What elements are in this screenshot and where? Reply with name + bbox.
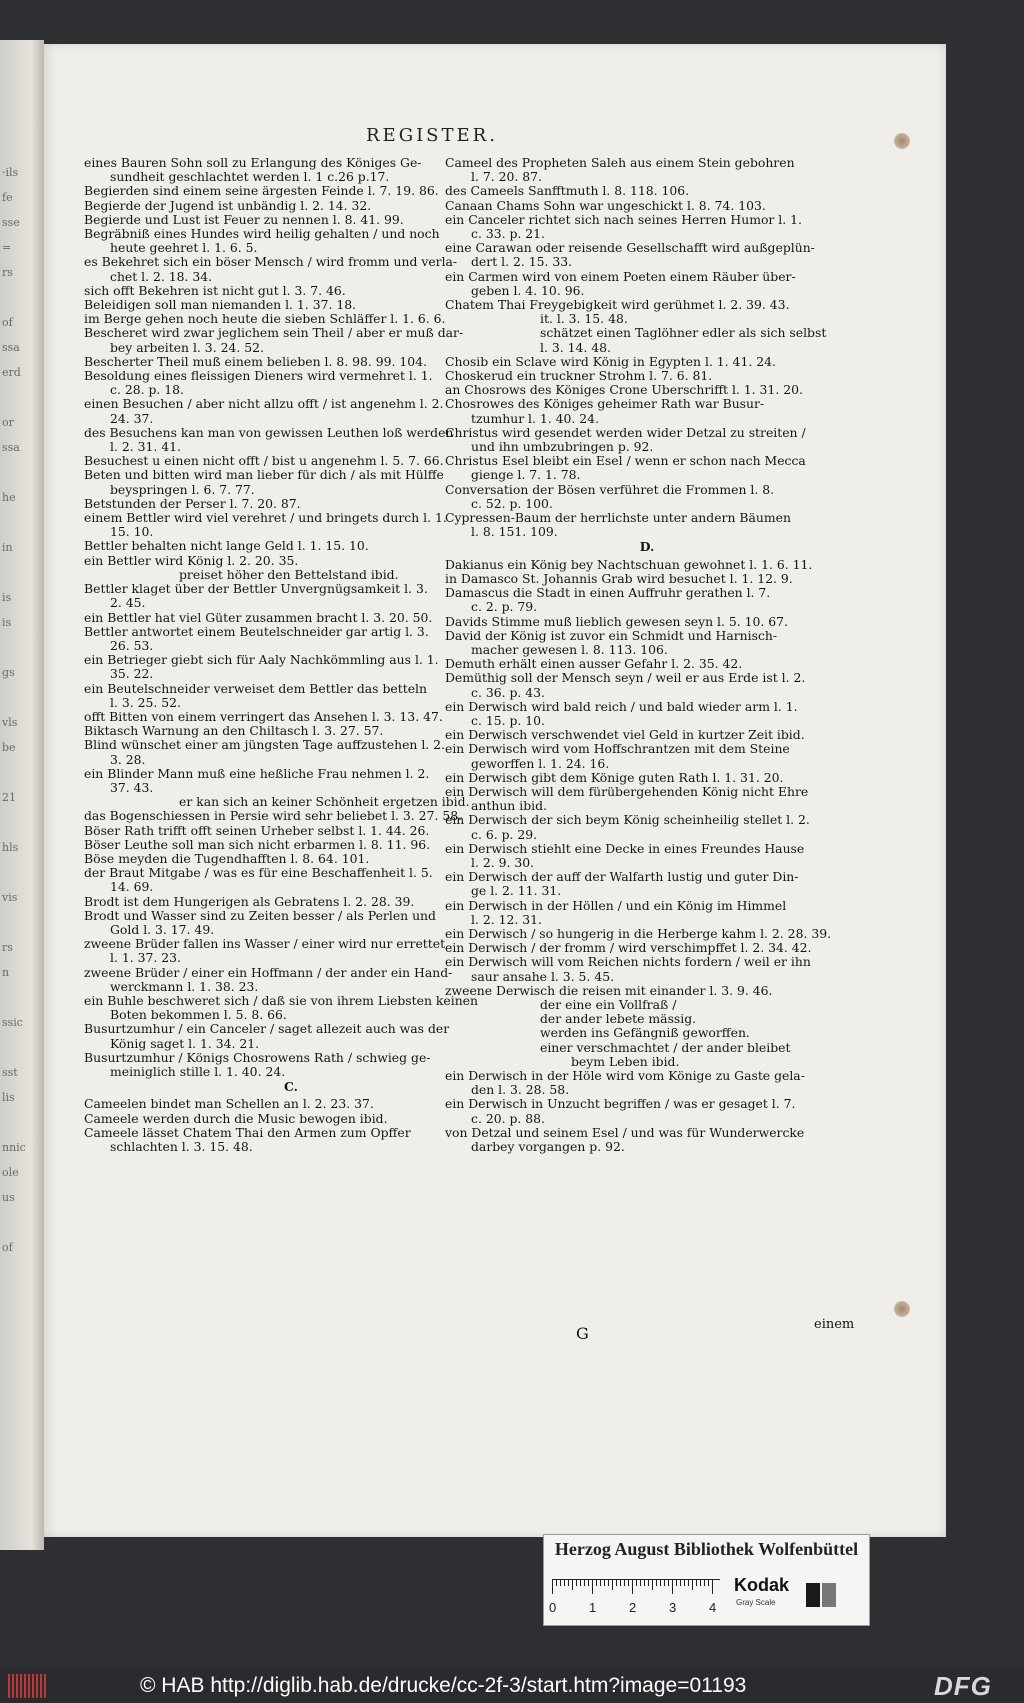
color-target-card	[543, 1534, 870, 1626]
index-entry: ein Derwisch / der fromm / wird verschimpffet l. 2. 34. 42.	[445, 940, 812, 956]
index-entry: c. 36. p. 43.	[471, 684, 545, 700]
kodak-subtitle: Gray Scale	[736, 1598, 776, 1607]
gray-swatch-black	[806, 1583, 820, 1607]
index-entry: Demüthig soll der Mensch seyn / weil er aus Erde ist l. 2.	[445, 670, 806, 686]
index-entry: it. l. 3. 15. 48.	[540, 311, 628, 327]
index-entry: den l. 3. 28. 58.	[471, 1082, 570, 1098]
index-entry: Cypressen-Baum der herrlichste unter andern Bäumen	[445, 510, 791, 526]
ruler-tick	[704, 1580, 705, 1586]
index-entry: des Besuchens kan man von gewissen Leuthen loß werden	[84, 424, 454, 440]
left-page-edge	[0, 40, 44, 1550]
index-entry: dert l. 2. 15. 33.	[471, 254, 573, 270]
index-entry: Beleidigen soll man niemanden l. 1. 37. 18.	[84, 297, 357, 313]
index-entry: Davids Stimme muß lieblich gewesen seyn l. 5. 10. 67.	[445, 613, 789, 629]
index-entry: 2. 45.	[110, 595, 146, 611]
ruler-number: 4	[709, 1600, 717, 1615]
ruler-tick	[700, 1580, 701, 1586]
ruler-tick	[676, 1580, 677, 1586]
index-entry: ein Derwisch gibt dem Könige guten Rath l. 1. 31. 20.	[445, 769, 784, 785]
ruler-tick	[636, 1580, 637, 1586]
index-entry: l. 2. 31. 41.	[110, 439, 181, 455]
signature-mark: G	[576, 1324, 589, 1343]
index-entry: das Bogenschiessen in Persie wird sehr beliebet l. 3. 27. 58.	[84, 808, 463, 824]
index-entry: Damascus die Stadt in einen Auffruhr gerathen l. 7.	[445, 585, 771, 601]
index-entry: zweene Brüder / einer ein Hoffmann / der ander ein Hand-	[84, 964, 453, 980]
ruler-tick	[708, 1580, 709, 1586]
index-entry: ein Carmen wird von einem Poeten einem Räuber über-	[445, 268, 796, 284]
ruler-tick	[680, 1580, 681, 1586]
index-entry: eines Bauren Sohn soll zu Erlangung des Königes Ge-	[84, 155, 422, 170]
ruler-tick	[596, 1580, 597, 1586]
index-entry: ein Derwisch wird bald reich / und bald wieder arm l. 1.	[445, 698, 798, 714]
gray-swatch-mid	[822, 1583, 836, 1607]
index-entry: Betstunden der Perser l. 7. 20. 87.	[84, 495, 301, 511]
index-entry: 26. 53.	[110, 637, 154, 653]
index-entry: c. 33. p. 21.	[471, 226, 545, 242]
index-entry: ein Derwisch verschwendet viel Geld in kurtzer Zeit ibid.	[445, 727, 805, 743]
index-entry: Böse meyden die Tugendhafften l. 8. 64. 101.	[84, 850, 370, 866]
ruler-tick	[644, 1580, 645, 1586]
ruler-number: 3	[669, 1600, 677, 1615]
index-entry: Blind wünschet einer am jüngsten Tage auffzustehen l. 2.	[84, 737, 445, 753]
ruler-tick	[592, 1580, 593, 1594]
index-entry: macher gewesen l. 8. 113. 106.	[471, 641, 668, 657]
index-entry: ein Derwisch in der Höle wird vom Könige zu Gaste gela-	[445, 1068, 805, 1083]
index-entry: schätzet einen Taglöhner edler als sich selbst	[540, 325, 827, 341]
index-entry: sich offt Bekehren ist nicht gut l. 3. 7. 46.	[84, 282, 346, 298]
binding-hole-top	[894, 133, 910, 149]
index-entry: Begierden sind einem seine ärgesten Feinde l. 7. 19. 86.	[84, 183, 439, 199]
index-entry: Christus Esel bleibt ein Esel / wenn er schon nach Mecca	[445, 453, 806, 469]
index-entry: im Berge gehen noch heute die sieben Schläffer l. 1. 6. 6.	[84, 311, 446, 327]
index-entry: Besuchest u einen nicht offt / bist u angenehm l. 5. 7. 66.	[84, 453, 444, 469]
ruler-tick	[640, 1580, 641, 1586]
ruler-tick	[620, 1580, 621, 1586]
ruler-tick	[628, 1580, 629, 1586]
index-entry: einen Besuchen / aber nicht allzu offt / ist angenehm l. 2.	[84, 396, 444, 412]
ruler-tick	[564, 1580, 565, 1586]
index-entry: es Bekehret sich ein böser Mensch / wird fromm und verla-	[84, 254, 458, 270]
index-entry: geben l. 4. 10. 96.	[471, 282, 585, 298]
index-entry: beyspringen l. 6. 7. 77.	[110, 481, 255, 497]
index-entry: einer verschmachtet / der ander bleibet	[540, 1039, 791, 1055]
index-entry: Christus wird gesendet werden wider Detzal zu streiten /	[445, 424, 806, 440]
ruler-tick	[632, 1580, 633, 1594]
index-entry: Begierde und Lust ist Feuer zu nennen l. 8. 41. 99.	[84, 211, 404, 227]
index-entry: l. 3. 14. 48.	[540, 339, 611, 355]
index-entry: ein Betrieger giebt sich für Aaly Nachkömmling aus l. 1.	[84, 652, 439, 668]
index-entry: er kan sich an keiner Schönheit ergetzen ibid.	[179, 794, 470, 810]
index-entry: der eine ein Vollfraß /	[540, 996, 677, 1012]
index-entry: Conversation der Bösen verführet die Frommen l. 8.	[445, 481, 775, 497]
index-entry: Cameelen bindet man Schellen an l. 2. 23. 37.	[84, 1096, 374, 1112]
index-entry: c. 20. p. 88.	[471, 1110, 545, 1126]
index-entry: ein Derwisch will vom Reichen nichts fordern / weil er ihn	[445, 954, 811, 970]
ruler-tick	[648, 1580, 649, 1586]
ruler-tick	[584, 1580, 585, 1586]
index-entry: ge l. 2. 11. 31.	[471, 883, 562, 899]
index-entry: l. 1. 37. 23.	[110, 950, 181, 966]
running-header: REGISTER.	[366, 125, 498, 146]
index-entry: 15. 10.	[110, 524, 154, 540]
index-entry: Busurtzumhur / ein Canceler / saget allezeit auch was der	[84, 1021, 450, 1037]
ruler-tick	[572, 1580, 573, 1590]
left-page-marks: ·ils fe sse = rs of ssa erd or ssa he in is is gs vls be 21 hls vis rs n ssic sst lis nnic ole us of	[2, 166, 26, 1254]
index-entry: ein Derwisch stiehlt eine Decke in eines Freundes Hause	[445, 840, 805, 856]
index-entry: Cameele werden durch die Music bewogen ibid.	[84, 1110, 388, 1126]
ruler-tick	[568, 1580, 569, 1586]
index-entry: l. 8. 151. 109.	[471, 524, 558, 540]
index-entry: Chosrowes des Königes geheimer Rath war Busur-	[445, 396, 765, 412]
index-entry: werckmann l. 1. 38. 23.	[110, 978, 259, 994]
index-entry: Bescherter Theil muß einem belieben l. 8. 98. 99. 104.	[84, 353, 428, 369]
copyright-link[interactable]: © HAB http://diglib.hab.de/drucke/cc-2f-3/start.htm?image=01193	[140, 1674, 747, 1697]
ruler-tick	[616, 1580, 617, 1586]
library-name: Herzog August Bibliothek Wolfenbüttel	[554, 1539, 859, 1559]
ruler-tick	[656, 1580, 657, 1586]
index-entry: ein Blinder Mann muß eine heßliche Frau nehmen l. 2.	[84, 765, 430, 781]
index-entry: 35. 22.	[110, 666, 154, 682]
ruler-tick	[664, 1580, 665, 1586]
index-entry: Begierde der Jugend ist unbändig l. 2. 14. 32.	[84, 197, 372, 213]
scale-ruler	[549, 1579, 720, 1615]
index-entry: meiniglich stille l. 1. 40. 24.	[110, 1064, 286, 1079]
index-entry: l. 7. 20. 87.	[471, 169, 542, 185]
index-entry: ein Derwisch der sich beym König scheinheilig stellet l. 2.	[445, 812, 810, 828]
index-entry: einem Bettler wird viel verehret / und bringets durch l. 1.	[84, 510, 447, 526]
index-entry: offt Bitten von einem verringert das Ansehen l. 3. 13. 47.	[84, 708, 443, 724]
index-entry: der ander lebete mässig.	[540, 1011, 697, 1027]
ruler-tick	[580, 1580, 581, 1586]
index-entry: ein Derwisch der auff der Walfarth lustig und guter Din-	[445, 869, 799, 885]
index-entry: Besoldung eines fleissigen Dieners wird vermehret l. 1.	[84, 368, 433, 384]
index-entry: eine Carawan oder reisende Gesellschafft wird außgeplün-	[445, 240, 815, 256]
ruler-tick	[560, 1580, 561, 1586]
index-entry: l. 3. 25. 52.	[110, 694, 181, 710]
index-entry: geworffen l. 1. 24. 16.	[471, 755, 610, 771]
ruler-tick	[688, 1580, 689, 1586]
index-entry: werden ins Gefängniß geworffen.	[540, 1025, 750, 1041]
index-entry: c. 52. p. 100.	[471, 495, 553, 511]
viewer-footer	[0, 1669, 1024, 1703]
index-entry: Gold l. 3. 17. 49.	[110, 921, 215, 937]
dfg-logo: DFG	[934, 1671, 992, 1701]
index-entry: ein Derwisch wird vom Hoffschrantzen mit dem Steine	[445, 741, 790, 757]
ruler-tick	[552, 1580, 553, 1594]
barcode-icon	[8, 1674, 48, 1698]
index-entry: Brodt und Wasser sind zu Zeiten besser / als Perlen und	[84, 907, 436, 923]
index-entry: Demuth erhält einen ausser Gefahr l. 2. 35. 42.	[445, 656, 743, 672]
index-entry: beym Leben ibid.	[571, 1053, 680, 1069]
index-entry: chet l. 2. 18. 34.	[110, 268, 213, 284]
section-letter: C.	[284, 1079, 298, 1095]
ruler-tick	[624, 1580, 625, 1586]
index-entry: ein Derwisch will dem fürübergehenden König nicht Ehre	[445, 783, 809, 799]
ruler-number: 0	[549, 1600, 557, 1615]
index-entry: gienge l. 7. 1. 78.	[471, 467, 581, 483]
index-column-right	[445, 156, 849, 1154]
index-entry: zweene Brüder fallen ins Wasser / einer wird nur errettet	[84, 936, 446, 952]
index-entry: des Cameels Sanfftmuth l. 8. 118. 106.	[445, 183, 690, 199]
index-entry: 37. 43.	[110, 779, 154, 795]
index-entry: Bettler antwortet einem Beutelschneider gar artig l. 3.	[84, 623, 429, 639]
ruler-tick	[588, 1580, 589, 1586]
index-entry: 14. 69.	[110, 879, 154, 895]
index-entry: David der König ist zuvor ein Schmidt und Harnisch-	[445, 627, 778, 643]
binding-hole-bottom	[894, 1301, 910, 1317]
index-entry: Böser Leuthe soll man sich nicht erbarmen l. 8. 11. 96.	[84, 836, 431, 852]
index-entry: 24. 37.	[110, 410, 154, 426]
index-entry: Biktasch Warnung an den Chiltasch l. 3. 27. 57.	[84, 723, 384, 739]
ruler-number: 2	[629, 1600, 637, 1615]
index-entry: c. 2. p. 79.	[471, 599, 538, 615]
catchword: einem	[814, 1317, 855, 1332]
index-entry: ein Derwisch in der Höllen / und ein König im Himmel	[445, 897, 787, 913]
index-entry: ein Derwisch in Unzucht begriffen / was er gesaget l. 7.	[445, 1096, 796, 1112]
index-entry: ein Bettler hat viel Güter zusammen bracht l. 3. 20. 50.	[84, 609, 433, 625]
ruler-tick	[576, 1580, 577, 1586]
index-entry: tzumhur l. 1. 40. 24.	[471, 410, 600, 426]
ruler-tick	[652, 1580, 653, 1590]
index-entry: l. 2. 12. 31.	[471, 911, 542, 927]
ruler-number: 1	[589, 1600, 597, 1615]
index-entry: heute geehret l. 1. 6. 5.	[110, 240, 258, 256]
ruler-tick	[696, 1580, 697, 1586]
index-entry: ein Beutelschneider verweiset dem Bettler das betteln	[84, 680, 427, 696]
index-entry: ein Buhle beschweret sich / daß sie von ihrem Liebsten keinen	[84, 992, 478, 1008]
index-entry: schlachten l. 3. 15. 48.	[110, 1139, 253, 1155]
index-entry: ein Derwisch / so hungerig in die Herberge kahm l. 2. 28. 39.	[445, 925, 832, 941]
index-entry: Cameele lässet Chatem Thai den Armen zum Opffer	[84, 1124, 411, 1140]
index-entry: an Chosrows des Königes Crone Uberschrifft l. 1. 31. 20.	[445, 382, 803, 398]
index-entry: Böser Rath trifft offt seinen Urheber selbst l. 1. 44. 26.	[84, 822, 430, 838]
book-page	[44, 44, 946, 1537]
index-entry: c. 6. p. 29.	[471, 826, 538, 842]
ruler-tick	[556, 1580, 557, 1586]
ruler-tick	[612, 1580, 613, 1590]
index-entry: c. 28. p. 18.	[110, 382, 184, 398]
index-entry: zweene Derwisch die reisen mit einander l. 3. 9. 46.	[445, 982, 773, 998]
index-entry: Bettler behalten nicht lange Geld l. 1. 15. 10.	[84, 538, 369, 554]
index-entry: Choskerud ein truckner Strohm l. 7. 6. 81.	[445, 368, 713, 384]
ruler-tick	[660, 1580, 661, 1586]
ruler-tick	[672, 1580, 673, 1594]
index-entry: c. 15. p. 10.	[471, 712, 545, 728]
index-entry: Cameel des Propheten Saleh aus einem Stein gebohren	[445, 155, 795, 170]
ruler-tick	[712, 1580, 713, 1594]
ruler-tick	[608, 1580, 609, 1586]
index-entry: darbey vorgangen p. 92.	[471, 1139, 625, 1155]
index-entry: Begräbniß eines Hundes wird heilig gehalten / und noch	[84, 226, 440, 242]
index-entry: Bescheret wird zwar jeglichem sein Theil / aber er muß dar-	[84, 325, 464, 341]
index-entry: Brodt ist dem Hungerigen als Gebratens l. 2. 28. 39.	[84, 893, 415, 909]
index-entry: König saget l. 1. 34. 21.	[110, 1035, 260, 1051]
index-entry: von Detzal und seinem Esel / und was für Wunderwercke	[445, 1124, 805, 1140]
index-entry: und ihn umbzubringen p. 92.	[471, 439, 654, 455]
index-entry: Canaan Chams Sohn war ungeschickt l. 8. 74. 103.	[445, 197, 766, 213]
index-entry: der Braut Mitgabe / was es für eine Beschaffenheit l. 5.	[84, 865, 433, 881]
index-entry: l. 2. 9. 30.	[471, 854, 535, 870]
index-entry: Boten bekommen l. 5. 8. 66.	[110, 1007, 287, 1023]
section-letter: D.	[639, 539, 655, 555]
index-entry: preiset höher den Bettelstand ibid.	[179, 566, 399, 582]
index-entry: Busurtzumhur / Königs Chosrowens Rath / schwieg ge-	[84, 1049, 431, 1065]
ruler-tick	[684, 1580, 685, 1586]
index-entry: Chatem Thai Freygebigkeit wird gerühmet l. 2. 39. 43.	[445, 297, 790, 313]
index-column-left	[84, 156, 498, 1154]
kodak-gray-scale	[734, 1575, 854, 1619]
kodak-brand: Kodak	[734, 1575, 790, 1595]
index-entry: in Damasco St. Johannis Grab wird besuchet l. 1. 12. 9.	[445, 570, 793, 586]
index-entry: ein Bettler wird König l. 2. 20. 35.	[84, 552, 299, 568]
index-entry: saur ansahe l. 3. 5. 45.	[471, 968, 615, 984]
index-entry: 3. 28.	[110, 751, 146, 767]
ruler-tick	[600, 1580, 601, 1586]
index-entry: bey arbeiten l. 3. 24. 52.	[110, 339, 264, 355]
index-entry: anthun ibid.	[471, 798, 547, 814]
index-entry: Dakianus ein König bey Nachtschuan gewohnet l. 1. 6. 11.	[445, 556, 813, 572]
index-entry: sundheit geschlachtet werden l. 1 c.26 p.17.	[110, 169, 390, 185]
index-entry: Beten und bitten wird man lieber für dich / als mit Hülffe	[84, 467, 444, 483]
ruler-tick	[604, 1580, 605, 1586]
index-entry: Chosib ein Sclave wird König in Egypten l. 1. 41. 24.	[445, 353, 776, 369]
index-entry: Bettler klaget über der Bettler Unvergnügsamkeit l. 3.	[84, 581, 428, 597]
index-entry: ein Canceler richtet sich nach seines Herren Humor l. 1.	[445, 211, 802, 227]
ruler-tick	[668, 1580, 669, 1586]
ruler-tick	[692, 1580, 693, 1590]
